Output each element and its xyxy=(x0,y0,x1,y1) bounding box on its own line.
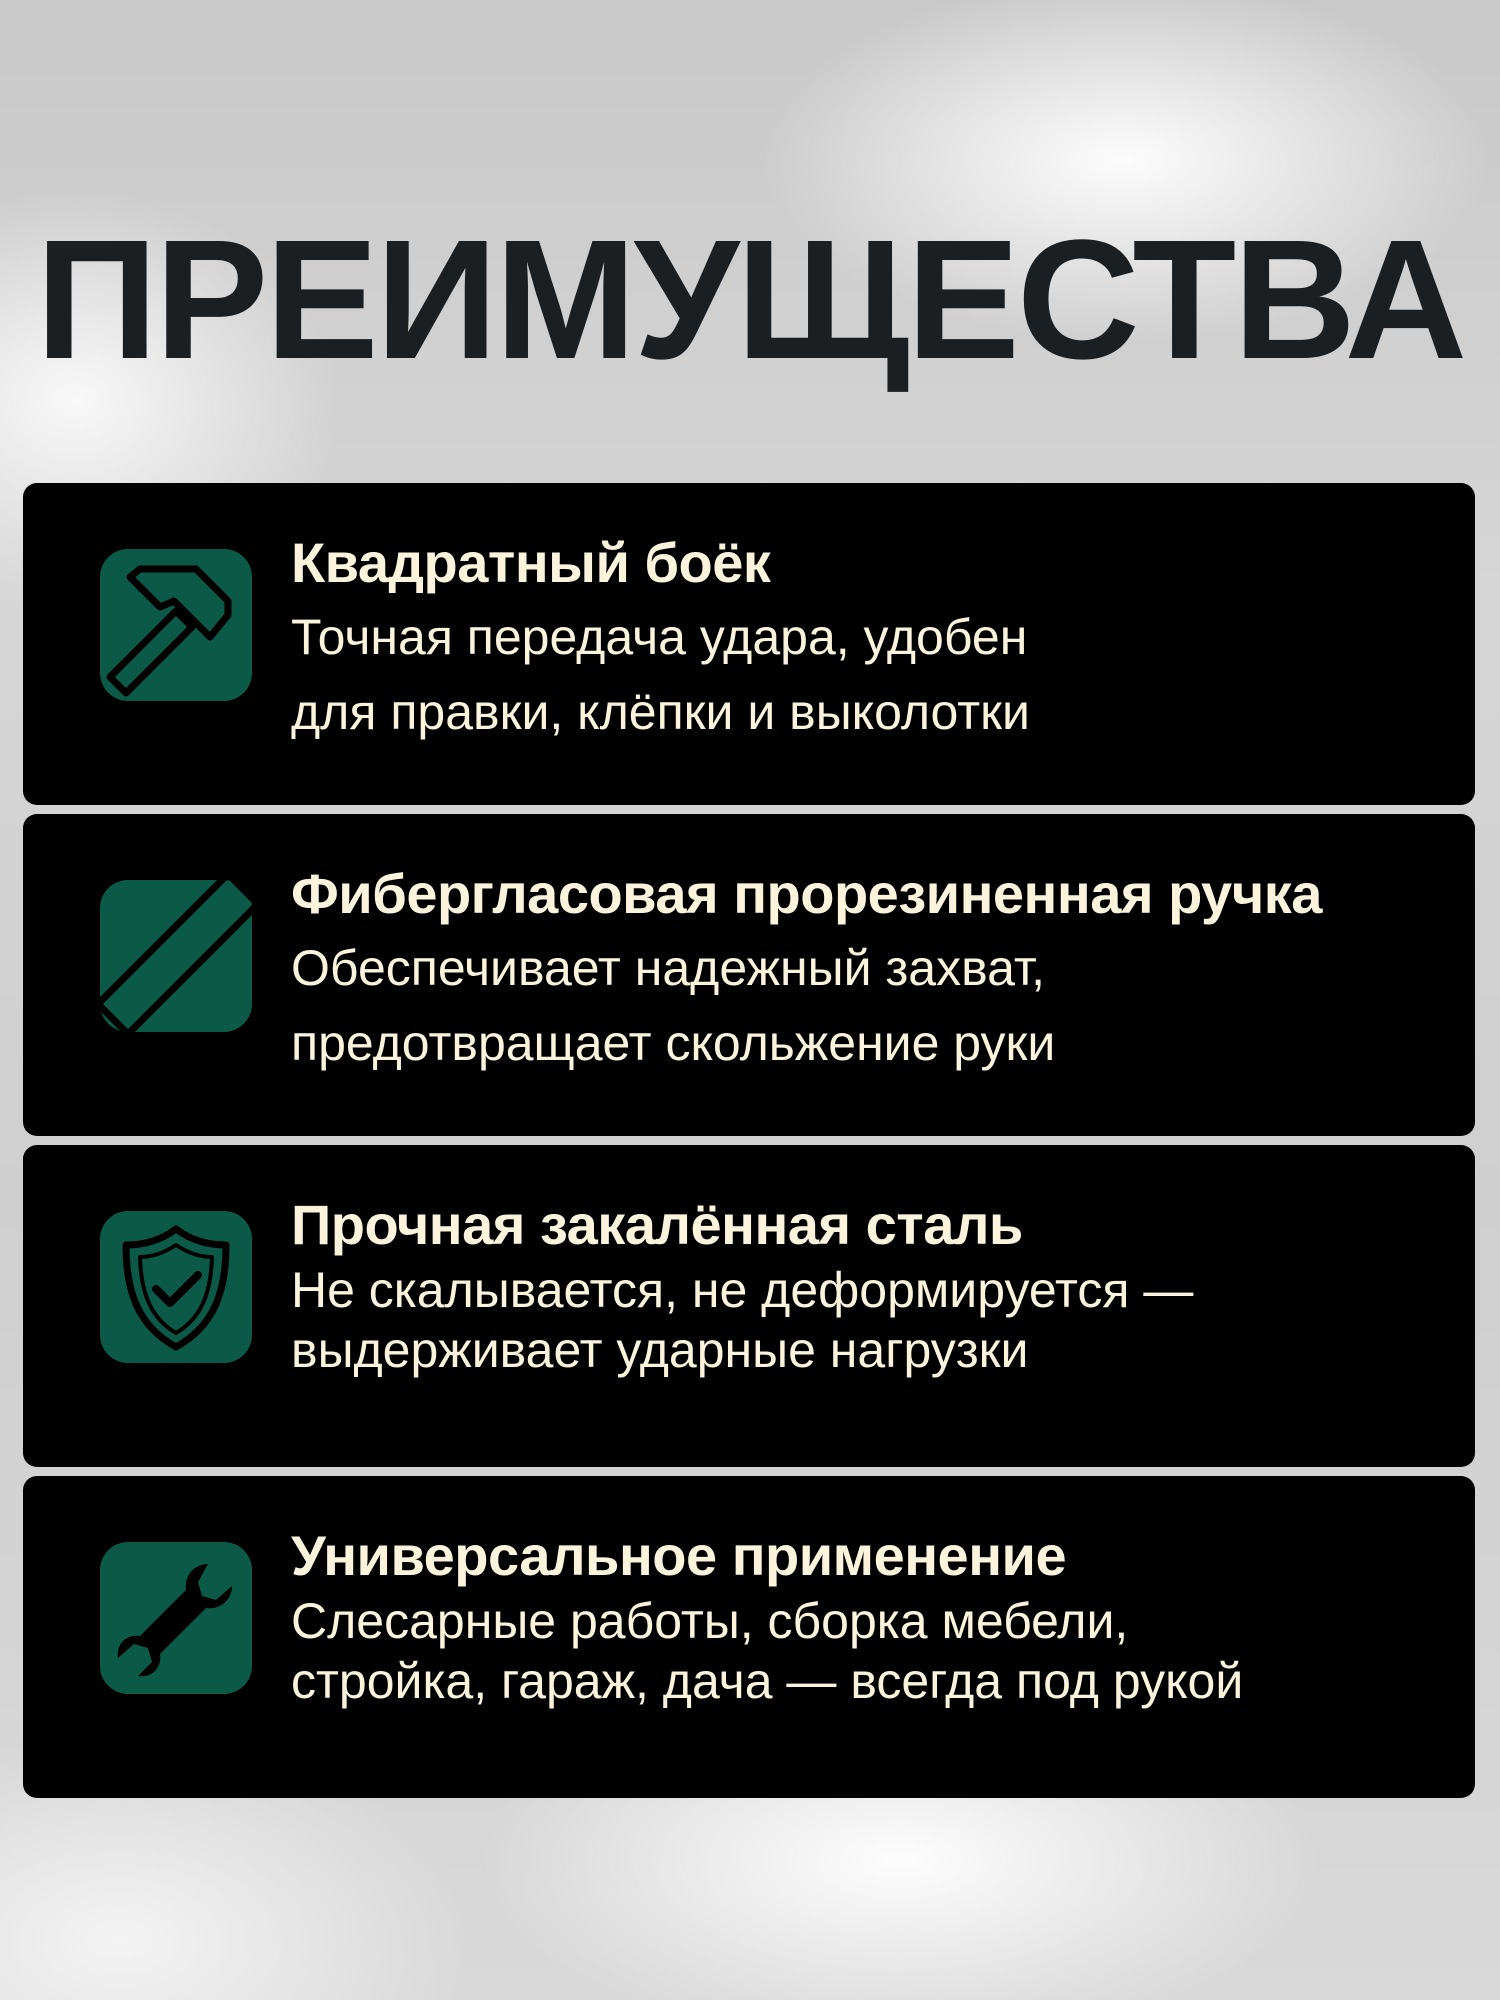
feature-title: Универсальное применение xyxy=(291,1524,1067,1587)
feature-card-universal-use xyxy=(23,1476,1475,1798)
wrench-icon xyxy=(100,1542,252,1694)
hammer-icon xyxy=(100,549,252,701)
feature-description: Не скалывается, не деформируется — выдерживает ударные нагрузки xyxy=(291,1262,1194,1378)
feature-title: Фибергласовая прорезиненная ручка xyxy=(291,862,1322,925)
feature-title: Прочная закалённая сталь xyxy=(291,1193,1023,1256)
feature-description: Точная передача удара, удобен для правки, клёпки и выколотки xyxy=(291,609,1030,740)
feature-card-hardened-steel xyxy=(23,1145,1475,1467)
page-title: ПРЕИМУЩЕСТВА xyxy=(35,205,1465,395)
feature-description: Обеспечивает надежный захват, предотвращает скольжение руки xyxy=(291,940,1056,1071)
handle-icon xyxy=(100,880,252,1032)
shield-check-icon xyxy=(100,1211,252,1363)
feature-card-square-head xyxy=(23,483,1475,805)
feature-description: Слесарные работы, сборка мебели, стройка, гараж, дача — всегда под рукой xyxy=(291,1593,1244,1709)
feature-list xyxy=(23,483,1475,1807)
feature-title: Квадратный боёк xyxy=(291,531,771,594)
feature-card-fiberglass-handle xyxy=(23,814,1475,1136)
